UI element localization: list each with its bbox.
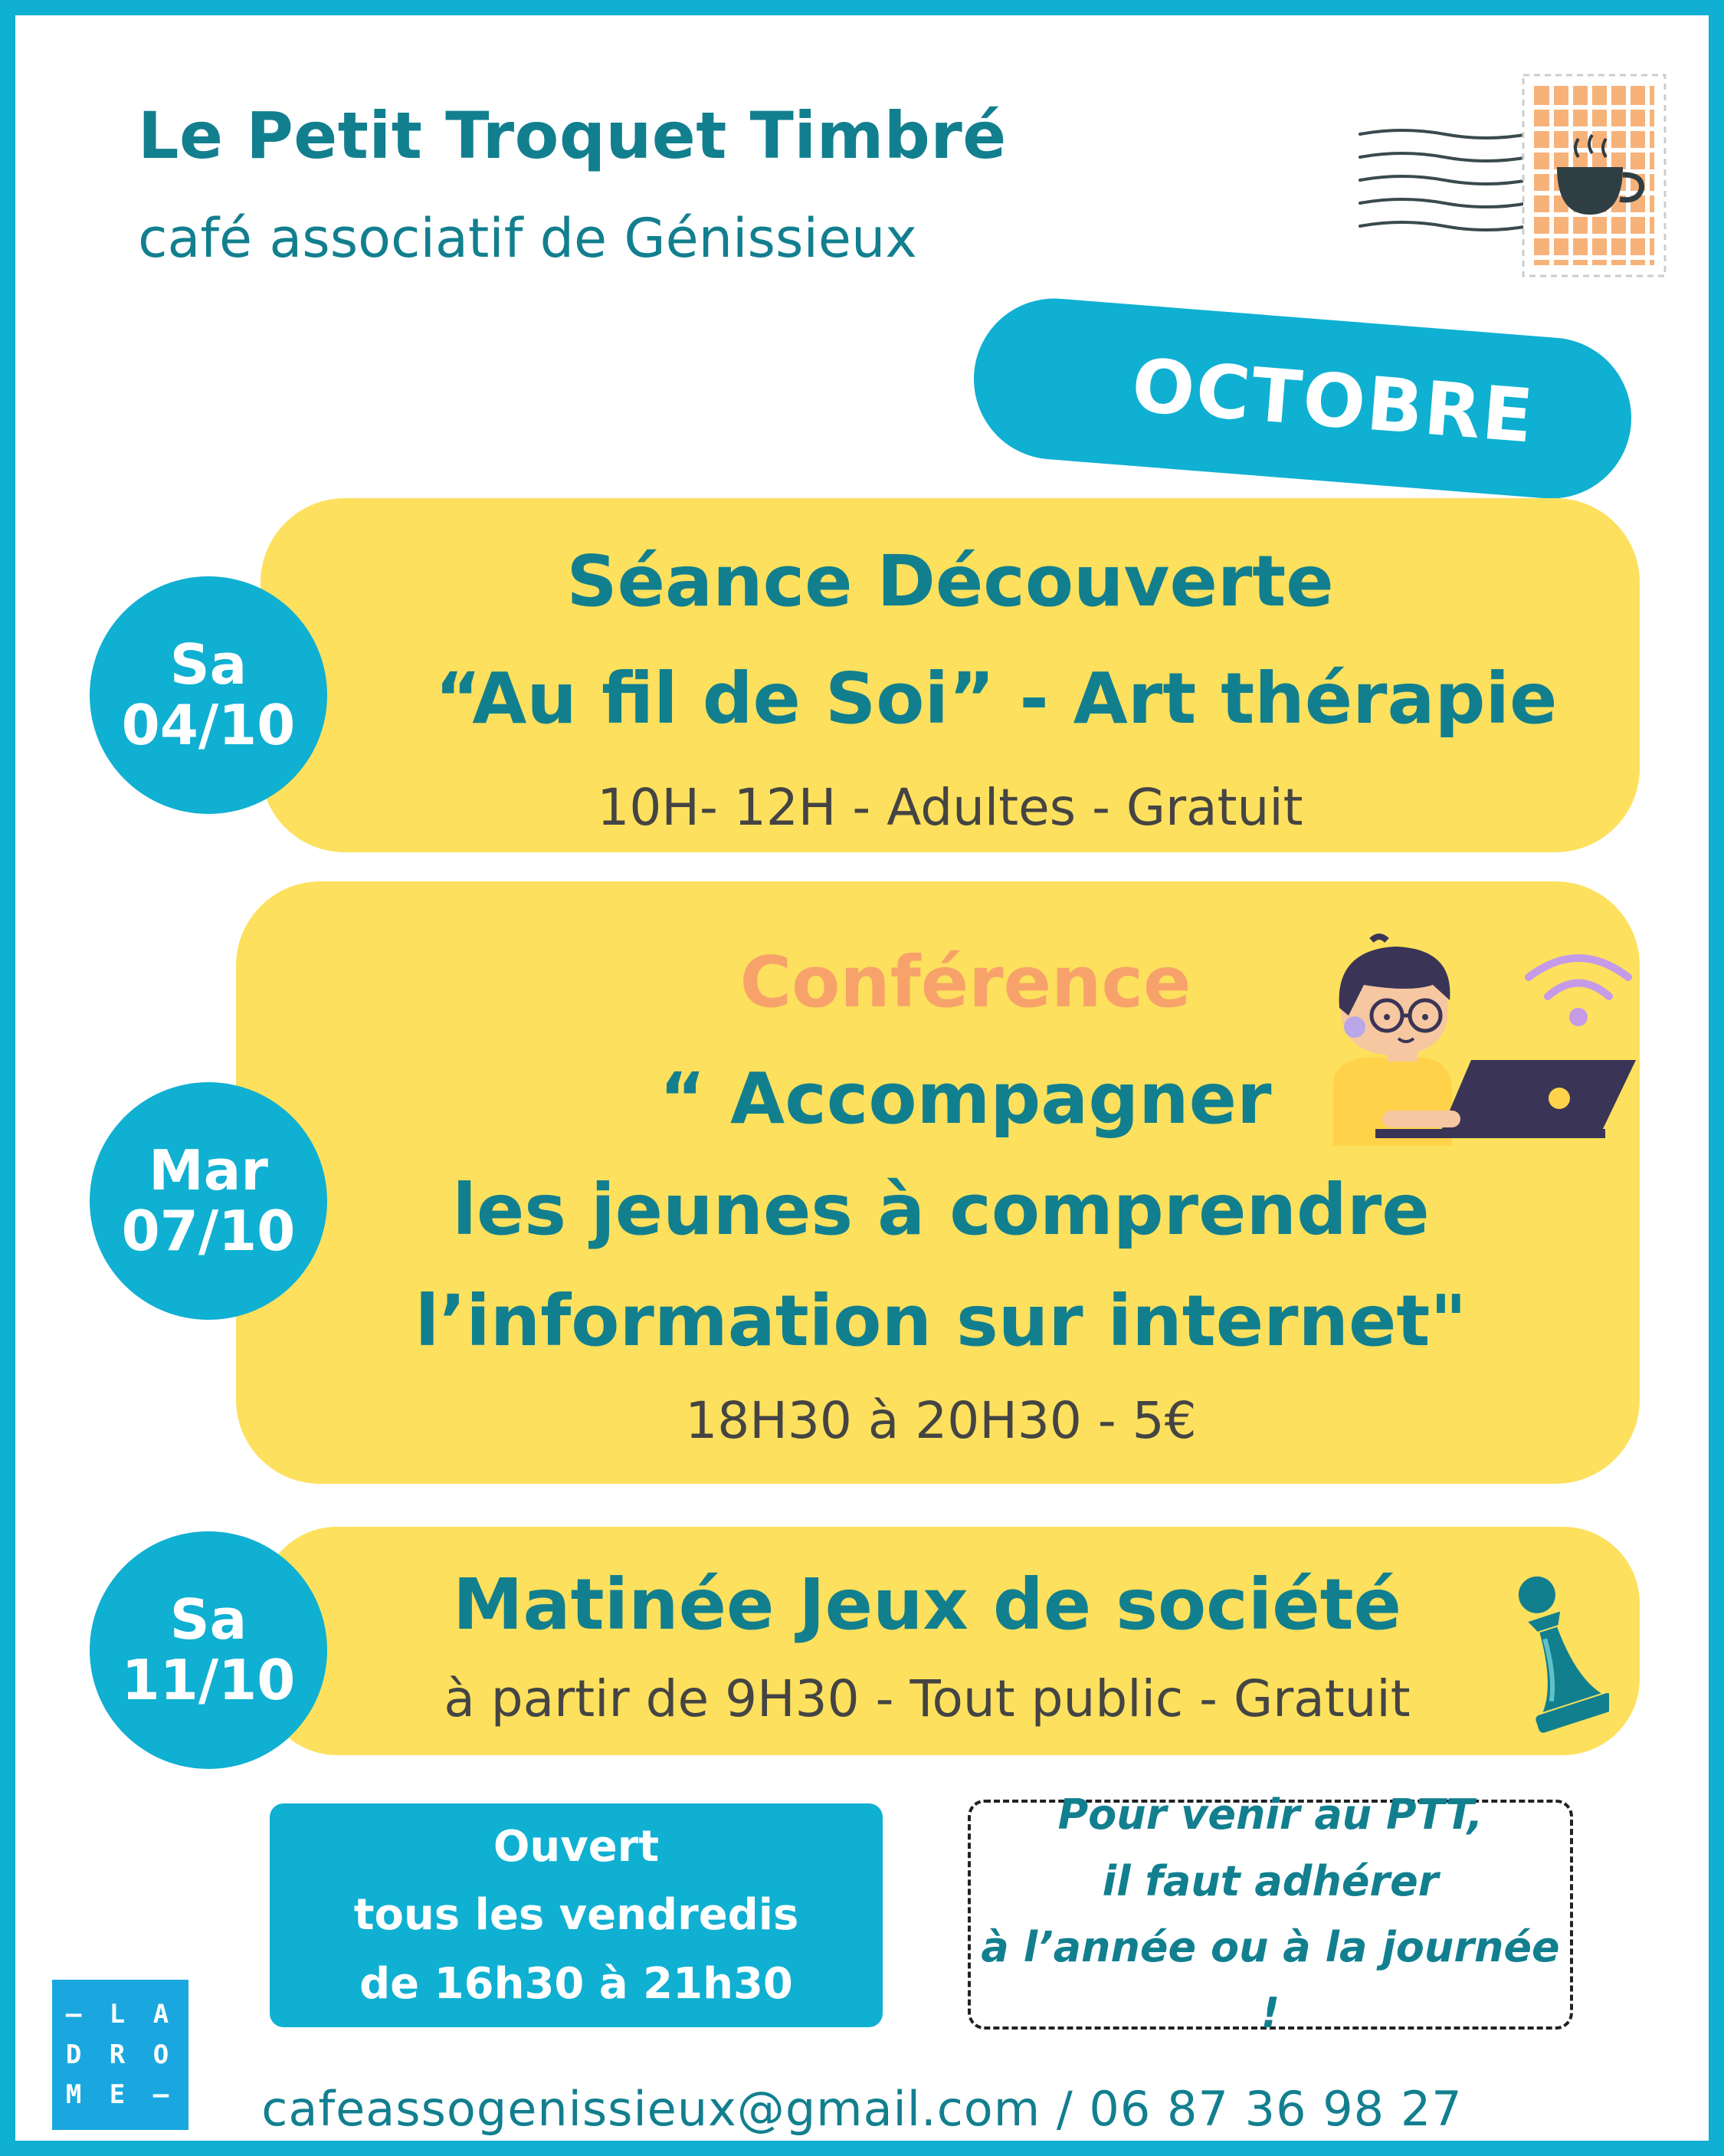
event-title-line: l’information sur internet": [415, 1280, 1467, 1362]
membership-line: il faut adhérer: [1102, 1856, 1439, 1905]
month-banner: [968, 293, 1637, 505]
chess-pawn-icon: [1502, 1567, 1609, 1736]
event-date: 07/10: [121, 1199, 296, 1263]
membership-note-box: [968, 1790, 1573, 2038]
wifi-icon: [1521, 947, 1636, 1031]
logo-line: M E –: [65, 2079, 175, 2111]
event-title-line: Séance Découverte: [566, 540, 1334, 622]
opening-line: tous les vendredis: [353, 1890, 799, 1941]
membership-line: Pour venir au PTT,: [1057, 1790, 1483, 1839]
event-detail: 10H- 12H - Adultes - Gratuit: [597, 778, 1303, 837]
opening-hours-box: [270, 1803, 883, 2027]
membership-line: à l’année ou à la journée !: [981, 1923, 1560, 2038]
event-category: Conférence: [739, 941, 1191, 1023]
event-title-line: “Au fil de Soi” - Art thérapie: [434, 658, 1558, 740]
event-title-line: Matinée Jeux de société: [452, 1564, 1402, 1646]
event-date-badge-2: [90, 1082, 327, 1320]
page-subtitle: café associatif de Génissieux: [138, 207, 917, 270]
event-detail: 18H30 à 20H30 - 5€: [685, 1391, 1197, 1450]
opening-line: Ouvert: [493, 1821, 660, 1872]
event-detail: à partir de 9H30 - Tout public - Gratuit: [444, 1669, 1411, 1728]
event-date-badge-3: [90, 1531, 327, 1769]
page-title: Le Petit Troquet Timbré: [138, 98, 1007, 173]
event-date: 04/10: [121, 693, 296, 757]
event-date: 11/10: [121, 1648, 296, 1712]
event-title-line: les jeunes à comprendre: [452, 1169, 1430, 1251]
coffee-stamp-icon: [1356, 61, 1678, 291]
month-label: OCTOBRE: [1129, 342, 1538, 460]
event-day: Sa: [169, 1587, 247, 1652]
opening-line: de 16h30 à 21h30: [359, 1958, 793, 2009]
event-title-line: “ Accompagner: [659, 1058, 1272, 1140]
logo-line: – L A: [65, 1998, 175, 2030]
contact-info[interactable]: cafeassogenissieux@gmail.com / 06 87 36 98 27: [261, 2081, 1463, 2137]
logo-line: D R O: [65, 2039, 175, 2070]
event-day: Sa: [169, 632, 247, 697]
event-day: Mar: [149, 1137, 268, 1203]
